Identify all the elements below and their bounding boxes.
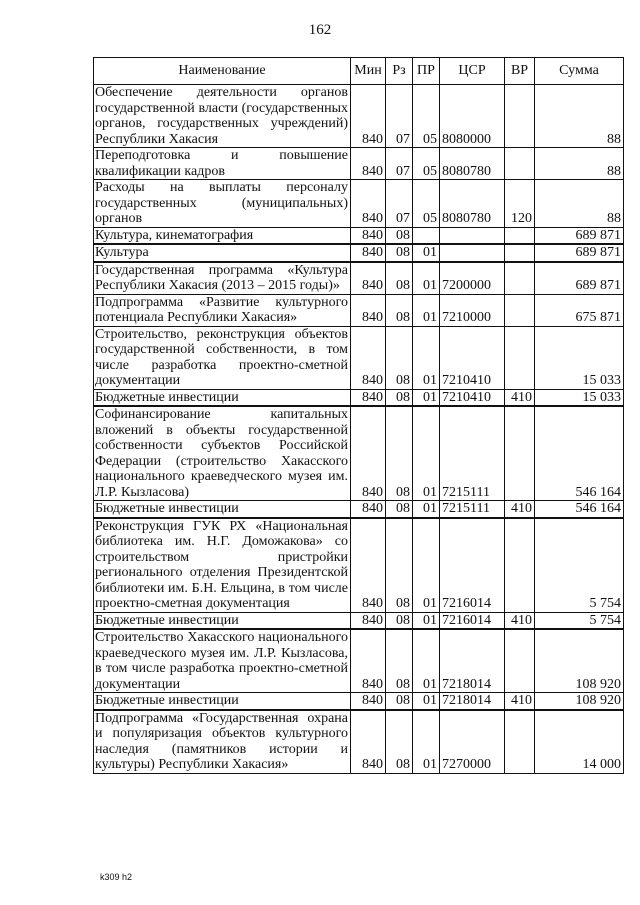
- row-pr: 01: [413, 629, 440, 693]
- table-row: [94, 710, 624, 774]
- header-min: Мин: [351, 58, 386, 85]
- row-csr: 7215111: [440, 501, 505, 518]
- row-name: Культура, кинематография: [94, 227, 351, 244]
- table-row: [94, 262, 624, 295]
- row-sum: 689 871: [535, 244, 624, 262]
- table-row: [94, 294, 624, 326]
- row-sum: 5 754: [535, 612, 624, 629]
- row-pr: 01: [413, 710, 440, 774]
- table-row: [94, 693, 624, 710]
- row-name: Строительство, реконструкция объектов государственной собственности, в том числе разработка проектно-сметной документации: [94, 326, 351, 389]
- row-min: 840: [351, 501, 386, 518]
- table-row: [94, 244, 624, 262]
- table-row: [94, 180, 624, 228]
- row-csr: [440, 244, 505, 262]
- row-sum: 88: [535, 148, 624, 180]
- budget-table: [93, 57, 624, 774]
- row-vr: 120: [505, 180, 535, 228]
- row-pr: 01: [413, 244, 440, 262]
- row-min: 840: [351, 227, 386, 244]
- row-rz: 08: [386, 406, 413, 501]
- row-vr: [505, 710, 535, 774]
- row-name: Реконструкция ГУК РХ «Национальная библиотека им. Н.Г. Доможакова» со строительством пристройки регионального отделения Президентской библиотеки им. Б.Н. Ельцина, в том числе проектно-сметная документация: [94, 518, 351, 613]
- row-rz: 08: [386, 501, 413, 518]
- row-name: Бюджетные инвестиции: [94, 389, 351, 406]
- row-sum: 15 033: [535, 326, 624, 389]
- row-vr: [505, 244, 535, 262]
- row-csr: 7270000: [440, 710, 505, 774]
- row-rz: 08: [386, 693, 413, 710]
- row-vr: 410: [505, 501, 535, 518]
- row-csr: 7215111: [440, 406, 505, 501]
- row-sum: 15 033: [535, 389, 624, 406]
- row-csr: 7218014: [440, 693, 505, 710]
- row-csr: 8080000: [440, 85, 505, 148]
- header-sum: Сумма: [535, 58, 624, 85]
- row-sum: 108 920: [535, 693, 624, 710]
- row-sum: 546 164: [535, 501, 624, 518]
- row-rz: 07: [386, 148, 413, 180]
- row-csr: 8080780: [440, 180, 505, 228]
- row-name: Строительство Хакасского национального краеведческого музея им. Л.Р. Кызласова, в том числе разработка проектно-сметной документации: [94, 629, 351, 693]
- row-rz: 08: [386, 294, 413, 326]
- row-min: 840: [351, 389, 386, 406]
- row-min: 840: [351, 693, 386, 710]
- row-name: Бюджетные инвестиции: [94, 693, 351, 710]
- table-row: [94, 518, 624, 613]
- row-name: Культура: [94, 244, 351, 262]
- row-pr: 05: [413, 85, 440, 148]
- header-rz: Рз: [386, 58, 413, 85]
- table-row: [94, 227, 624, 244]
- row-min: 840: [351, 85, 386, 148]
- row-csr: 7218014: [440, 629, 505, 693]
- row-sum: 675 871: [535, 294, 624, 326]
- row-name: Бюджетные инвестиции: [94, 612, 351, 629]
- row-min: 840: [351, 612, 386, 629]
- row-pr: 01: [413, 693, 440, 710]
- page-number: 162: [308, 22, 332, 38]
- row-min: 840: [351, 180, 386, 228]
- row-pr: 01: [413, 389, 440, 406]
- row-vr: [505, 406, 535, 501]
- header-pr: ПР: [413, 58, 440, 85]
- row-vr: [505, 85, 535, 148]
- row-rz: 08: [386, 244, 413, 262]
- row-name: Обеспечение деятельности органов государственной власти (государственных органов, государственных учреждений) Республики Хакасия: [94, 85, 351, 148]
- row-pr: [413, 227, 440, 244]
- table-row: [94, 326, 624, 389]
- row-name: Подпрограмма «Государственная охрана и популяризация объектов культурного наследия (памятников истории и культуры) Республики Хакасия»: [94, 710, 351, 774]
- row-rz: 08: [386, 262, 413, 295]
- table-row: [94, 85, 624, 148]
- table-row: [94, 406, 624, 501]
- row-pr: 01: [413, 518, 440, 613]
- row-vr: [505, 148, 535, 180]
- row-pr: 01: [413, 294, 440, 326]
- row-pr: 01: [413, 262, 440, 295]
- row-rz: 08: [386, 389, 413, 406]
- row-csr: 8080780: [440, 148, 505, 180]
- row-vr: 410: [505, 612, 535, 629]
- row-sum: 546 164: [535, 406, 624, 501]
- row-rz: 08: [386, 227, 413, 244]
- row-sum: 88: [535, 180, 624, 228]
- row-name: Переподготовка и повышение квалификации кадров: [94, 148, 351, 180]
- row-rz: 07: [386, 85, 413, 148]
- row-name: Расходы на выплаты персоналу государственных (муниципальных) органов: [94, 180, 351, 228]
- table-header-row: [94, 58, 624, 85]
- row-vr: [505, 262, 535, 295]
- row-pr: 01: [413, 501, 440, 518]
- row-pr: 05: [413, 148, 440, 180]
- row-sum: 88: [535, 85, 624, 148]
- table-row: [94, 612, 624, 629]
- row-rz: 08: [386, 518, 413, 613]
- row-csr: 7216014: [440, 612, 505, 629]
- table-row: [94, 629, 624, 693]
- row-vr: [505, 227, 535, 244]
- document-code: k309 h2: [100, 872, 133, 882]
- row-vr: 410: [505, 389, 535, 406]
- row-pr: 01: [413, 612, 440, 629]
- row-rz: 08: [386, 629, 413, 693]
- row-sum: 689 871: [535, 227, 624, 244]
- table-row: [94, 389, 624, 406]
- row-pr: 01: [413, 326, 440, 389]
- row-sum: 14 000: [535, 710, 624, 774]
- row-name: Бюджетные инвестиции: [94, 501, 351, 518]
- row-rz: 08: [386, 612, 413, 629]
- table-row: [94, 501, 624, 518]
- table-row: [94, 148, 624, 180]
- row-rz: 08: [386, 710, 413, 774]
- row-min: 840: [351, 518, 386, 613]
- row-min: 840: [351, 148, 386, 180]
- row-vr: [505, 294, 535, 326]
- row-csr: 7210410: [440, 389, 505, 406]
- row-min: 840: [351, 294, 386, 326]
- row-min: 840: [351, 629, 386, 693]
- header-csr: ЦСР: [440, 58, 505, 85]
- row-min: 840: [351, 262, 386, 295]
- row-pr: 01: [413, 406, 440, 501]
- row-name: Софинансирование капитальных вложений в объекты государственной собственности субъектов Российской Федерации (строительство Хакасского национального краеведческого музея им. Л.Р. Кызласова): [94, 406, 351, 501]
- row-csr: 7216014: [440, 518, 505, 613]
- row-name: Подпрограмма «Развитие культурного потенциала Республики Хакасия»: [94, 294, 351, 326]
- row-min: 840: [351, 244, 386, 262]
- header-vr: ВР: [505, 58, 535, 85]
- row-min: 840: [351, 406, 386, 501]
- row-min: 840: [351, 326, 386, 389]
- row-csr: 7210410: [440, 326, 505, 389]
- row-csr: 7200000: [440, 262, 505, 295]
- row-rz: 07: [386, 180, 413, 228]
- row-pr: 05: [413, 180, 440, 228]
- row-name: Государственная программа «Культура Республики Хакасия (2013 – 2015 годы)»: [94, 262, 351, 295]
- row-vr: [505, 629, 535, 693]
- row-sum: 5 754: [535, 518, 624, 613]
- row-vr: [505, 326, 535, 389]
- row-sum: 108 920: [535, 629, 624, 693]
- row-csr: [440, 227, 505, 244]
- row-rz: 08: [386, 326, 413, 389]
- row-vr: [505, 518, 535, 613]
- row-csr: 7210000: [440, 294, 505, 326]
- row-vr: 410: [505, 693, 535, 710]
- row-sum: 689 871: [535, 262, 624, 295]
- row-min: 840: [351, 710, 386, 774]
- header-name: Наименование: [94, 58, 351, 85]
